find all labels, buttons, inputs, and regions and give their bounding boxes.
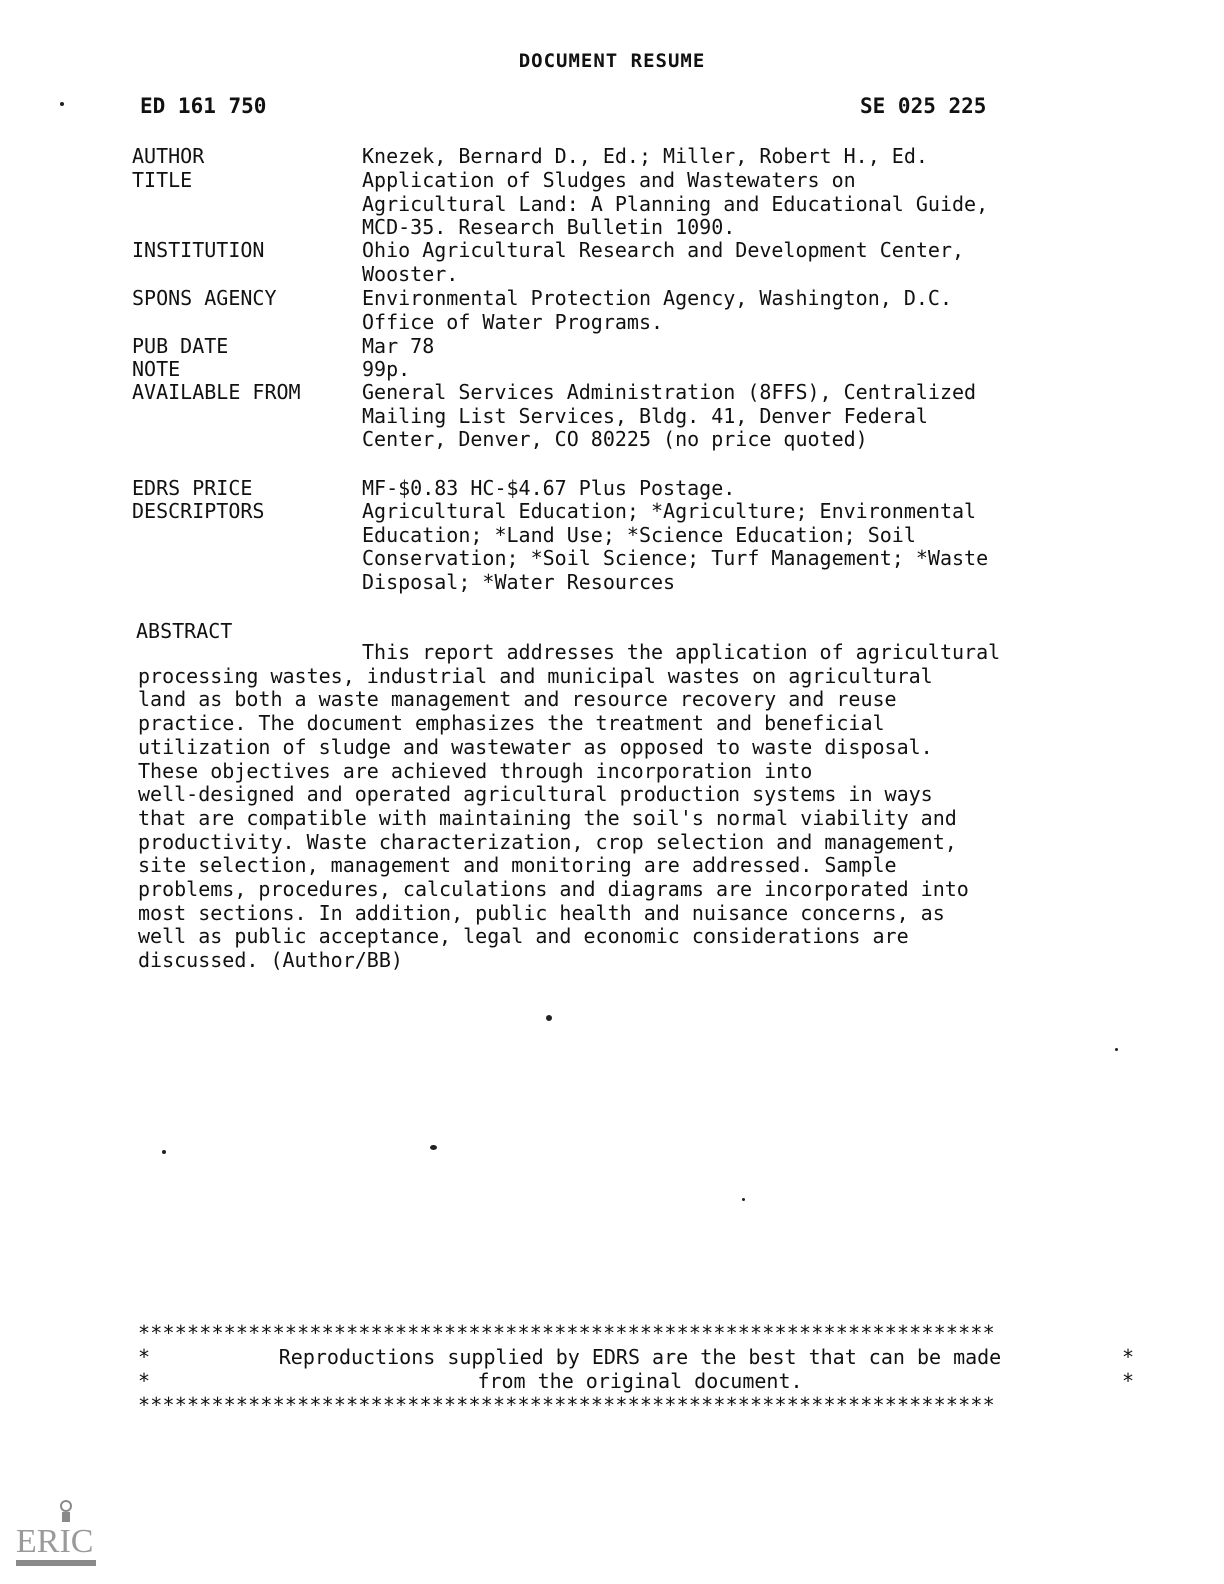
field-label: AVAILABLE FROM — [132, 380, 301, 404]
field-label: PUB DATE — [132, 334, 229, 358]
field-label: TITLE — [132, 168, 193, 192]
scan-speck — [742, 1198, 745, 1201]
scan-speck — [430, 1145, 437, 1150]
abstract-label: ABSTRACT — [136, 619, 233, 643]
star-marker: * — [138, 1368, 151, 1393]
field-value: General Services Administration (8FFS), Centralized Mailing List Services, Bldg. 41, Denver Federal Center, Denver, CO 80225 (no price quoted) — [362, 380, 977, 451]
star-marker: * — [1121, 1368, 1134, 1393]
notice-line-2: from the original document. — [477, 1368, 803, 1393]
field-value: Environmental Protection Agency, Washington, D.C. Office of Water Programs. — [362, 286, 953, 334]
scan-speck — [162, 1150, 166, 1154]
field-label: DESCRIPTORS — [132, 499, 265, 523]
notice-line-1: Reproductions supplied by EDRS are the best that can be made — [278, 1344, 1002, 1369]
field-value: Mar 78 — [362, 334, 435, 358]
document-title: DOCUMENT RESUME — [518, 50, 706, 72]
scan-speck — [1115, 1048, 1118, 1051]
scan-speck — [60, 102, 64, 106]
star-border-top: ********************************************************************** — [138, 1322, 995, 1345]
field-value: Ohio Agricultural Research and Development Center, Wooster. — [362, 238, 965, 286]
star-marker: * — [138, 1344, 151, 1369]
field-value: Knezek, Bernard D., Ed.; Miller, Robert H., Ed. — [362, 144, 928, 168]
scan-speck — [546, 1015, 552, 1021]
field-label: AUTHOR — [132, 144, 205, 168]
field-value: Agricultural Education; *Agriculture; Environmental Education; *Land Use; *Science Education; Soil Conservation; *Soil Science; Turf Management; *Waste Disposal; *Water Resources — [362, 499, 989, 594]
field-label: INSTITUTION — [132, 238, 265, 262]
abstract-text: This report addresses the application of agricultural processing wastes, industrial and municipal wastes on agricultural land as both a waste management and resource recovery and reuse practice. The document emphasizes the treatment and beneficial utilization of sludge and wastewater as opposed to waste disposal. These objectives are achieved through incorporation into well-designed and operated agricultural production systems in ways that are compatible with maintaining the soil's normal viability and productivity. Waste characterization, crop selection and management, site selection, management and monitoring are addressed. Sample problems, procedures, calculations and diagrams are incorporated into most sections. In addition, public health and nuisance concerns, as well as public acceptance, legal and economic considerations are discussed. (Author/BB) — [138, 640, 1001, 973]
reproduction-notice — [138, 1322, 1142, 1417]
star-marker: * — [1121, 1344, 1134, 1369]
field-label: NOTE — [132, 357, 181, 381]
field-value: MF-$0.83 HC-$4.67 Plus Postage. — [362, 476, 736, 500]
ed-number: ED 161 750 — [140, 94, 267, 118]
field-label: EDRS PRICE — [132, 476, 253, 500]
field-label: SPONS AGENCY — [132, 286, 277, 310]
eric-logo-icon — [12, 1498, 102, 1570]
se-number: SE 025 225 — [860, 94, 987, 118]
field-value: 99p. — [362, 357, 411, 381]
star-border-bottom: ********************************************************************** — [138, 1393, 995, 1417]
eric-logo-text: ERIC — [16, 1523, 94, 1560]
field-value: Application of Sludges and Wastewaters on Agricultural Land: A Planning and Educational Guide, MCD-35. Research Bulletin 1090. — [362, 168, 989, 239]
